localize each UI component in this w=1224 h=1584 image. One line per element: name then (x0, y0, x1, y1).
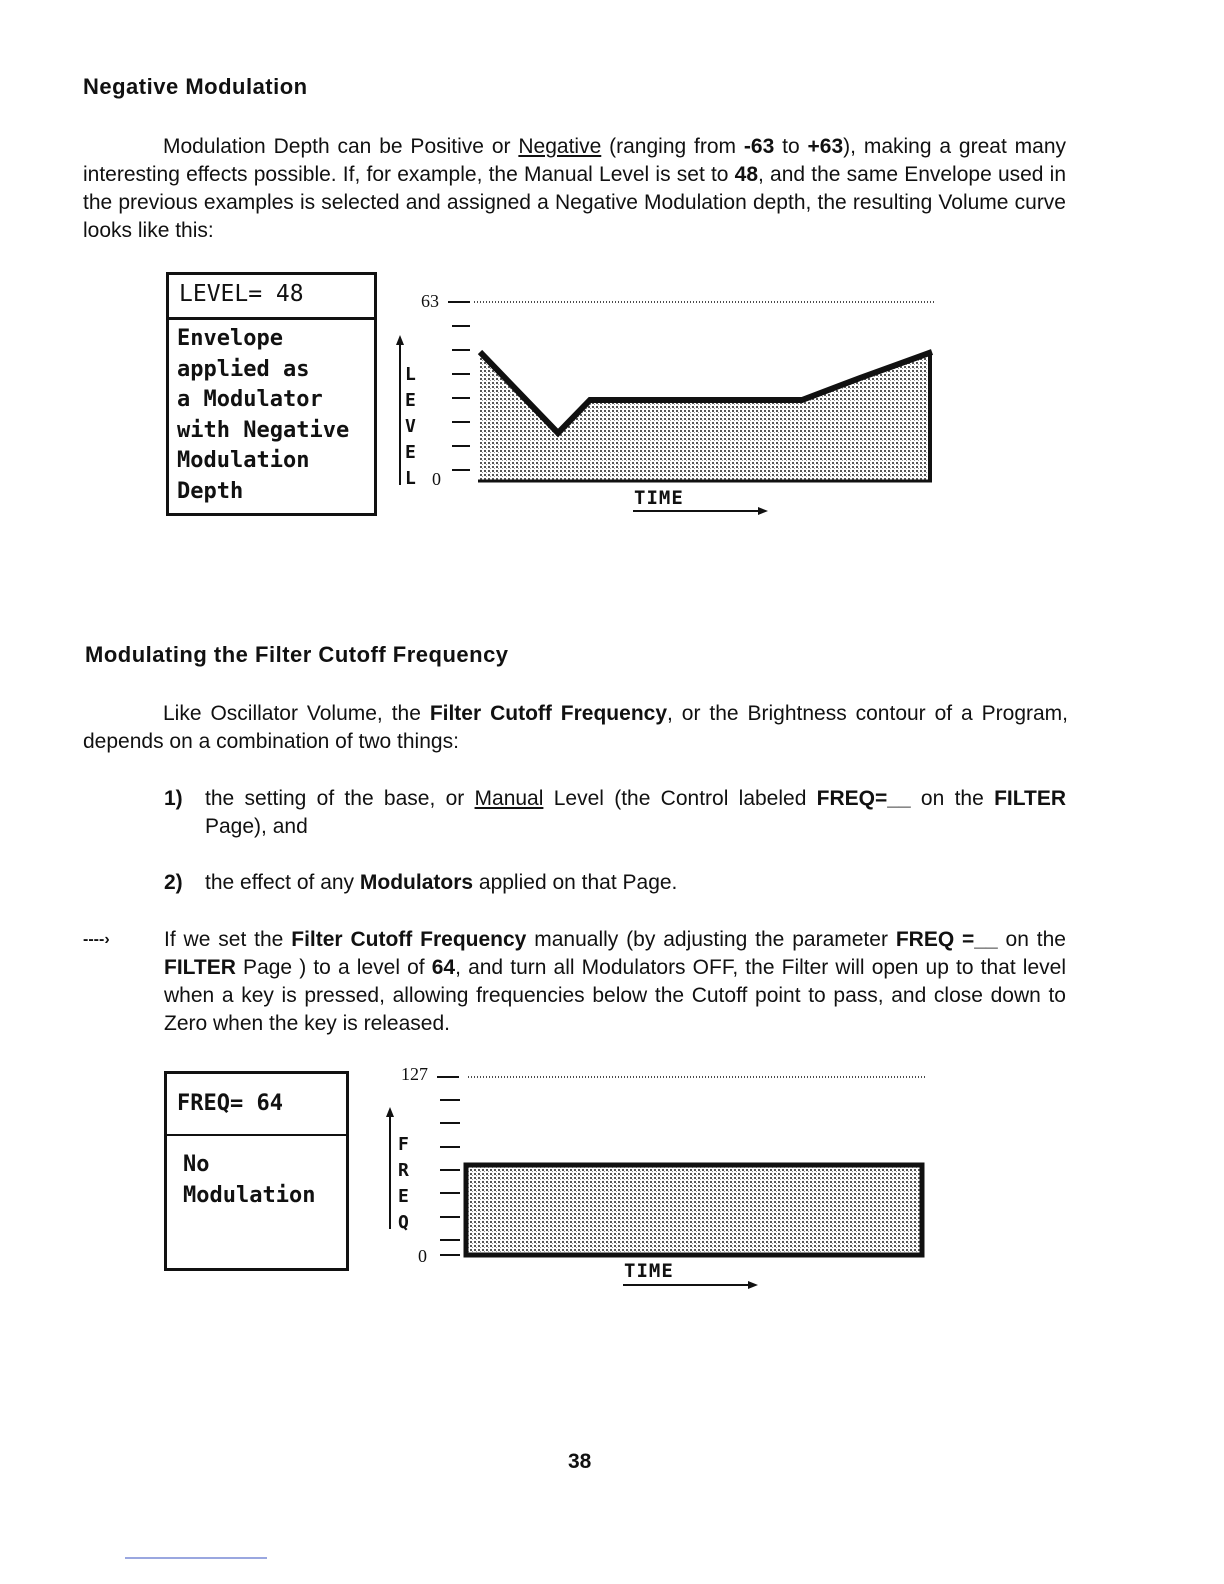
range-high: +63 (807, 135, 844, 158)
item-2-number: 2) (164, 871, 183, 894)
tick-marks (452, 326, 470, 470)
level-box-title: LEVEL= 48 (169, 275, 374, 320)
axis-letter: E (405, 390, 416, 411)
tick-marks (440, 1100, 460, 1255)
box-line: Modulation (183, 1182, 316, 1208)
text-run: , and the same Envelope used in the previous examples is selected and assigned a Negative Modulation depth, the resulting Volume curve looks like this: (83, 163, 1067, 242)
text-run: the effect of any (205, 871, 360, 894)
text-run: Level (the Control labeled (543, 787, 817, 810)
time-label: TIME (624, 1260, 674, 1282)
box-line: Envelope (177, 326, 283, 351)
heading-filter-cutoff: Modulating the Filter Cutoff Frequency (85, 642, 509, 667)
axis-letter: L (405, 468, 416, 489)
tick-max-label: 63 (421, 291, 439, 311)
level-envelope-graph (440, 290, 940, 520)
axis-letter: F (398, 1134, 409, 1155)
box-line: Modulation (177, 448, 310, 473)
item-1-number: 1) (164, 787, 183, 810)
box-line: a Modulator (177, 387, 323, 412)
freq-box-description (167, 1136, 346, 1225)
text-run: applied on that Page. (473, 871, 678, 894)
paragraph-negative-modulation (83, 133, 1066, 245)
text-run: If we set the (164, 928, 292, 951)
range-low: -63 (743, 135, 775, 158)
footer-rule (125, 1557, 267, 1559)
paragraph-filter-cutoff (83, 700, 1068, 756)
heading-negative-modulation: Negative Modulation (83, 74, 308, 99)
text-run: on the (997, 928, 1066, 951)
negative-term: Negative (518, 135, 602, 158)
bold-term: FREQ =__ (895, 928, 998, 951)
text-run: ), making a great many interesting effects possible. If, for example, the Manual Level is set to (83, 135, 1067, 186)
bold-term: FREQ=__ (816, 787, 911, 810)
text-run: , and turn all Modulators OFF, the Filter will open up to that level when a key is pressed, allowing frequencies below the Cutoff point to pass, and close down to Zero when the key is released. (164, 956, 1066, 1035)
axis-letter: E (405, 442, 416, 463)
freq-axis-letters (398, 1132, 409, 1236)
bold-term: 64 (431, 956, 456, 979)
text-run: to (774, 135, 808, 158)
level-value: 48 (734, 163, 759, 186)
tick-max-label: 127 (401, 1064, 428, 1084)
axis-letter: V (405, 416, 416, 437)
freq-box (164, 1071, 349, 1271)
time-label: TIME (634, 487, 684, 509)
item-2-text (205, 869, 1066, 897)
text-run: Page ) to a level of (235, 956, 432, 979)
bold-term: Filter Cutoff Frequency (291, 928, 527, 951)
level-box (166, 272, 377, 516)
freq-level-area (466, 1165, 922, 1255)
bold-term: FILTER (164, 956, 236, 979)
axis-letter: L (405, 364, 416, 385)
time-arrow-head (758, 507, 768, 515)
text-run: (ranging from (601, 135, 744, 158)
level-box-description (169, 320, 374, 511)
box-line: with Negative (177, 417, 350, 443)
freq-box-title: FREQ= 64 (167, 1074, 346, 1136)
bold-term: Filter Cutoff Frequency (429, 702, 668, 725)
arrow-marker: ----› (83, 931, 110, 948)
text-run: Modulation Depth can be Positive or (163, 135, 519, 158)
tick-min-label: 0 (418, 1246, 427, 1266)
box-line: Depth (177, 478, 244, 504)
bold-term: FILTER (994, 787, 1066, 810)
axis-letter: E (398, 1186, 409, 1207)
item-1-text (205, 785, 1066, 841)
paragraph-filter-manual (164, 926, 1066, 1038)
envelope-area (480, 352, 932, 482)
axis-letter: Q (398, 1212, 409, 1233)
text-run: on the (910, 787, 995, 810)
manual-term: Manual (474, 787, 544, 810)
time-arrow-head (748, 1281, 758, 1289)
bold-term: Modulators (359, 871, 474, 894)
text-run: the setting of the base, or (205, 787, 475, 810)
freq-graph (430, 1065, 930, 1295)
page-number: 38 (568, 1450, 592, 1473)
axis-letter: R (398, 1160, 409, 1181)
freq-axis-arrow (380, 1107, 400, 1232)
box-line: applied as (177, 356, 310, 382)
level-axis-letters (405, 362, 416, 492)
text-run: Page), and (205, 815, 308, 838)
text-run: Like Oscillator Volume, the (163, 702, 430, 725)
tick-min-label: 0 (432, 469, 441, 489)
box-line: No (183, 1152, 210, 1177)
text-run: manually (by adjusting the parameter (526, 928, 896, 951)
text-run: , or the Brightness contour of a Program, depends on a combination of two things: (83, 702, 1069, 753)
